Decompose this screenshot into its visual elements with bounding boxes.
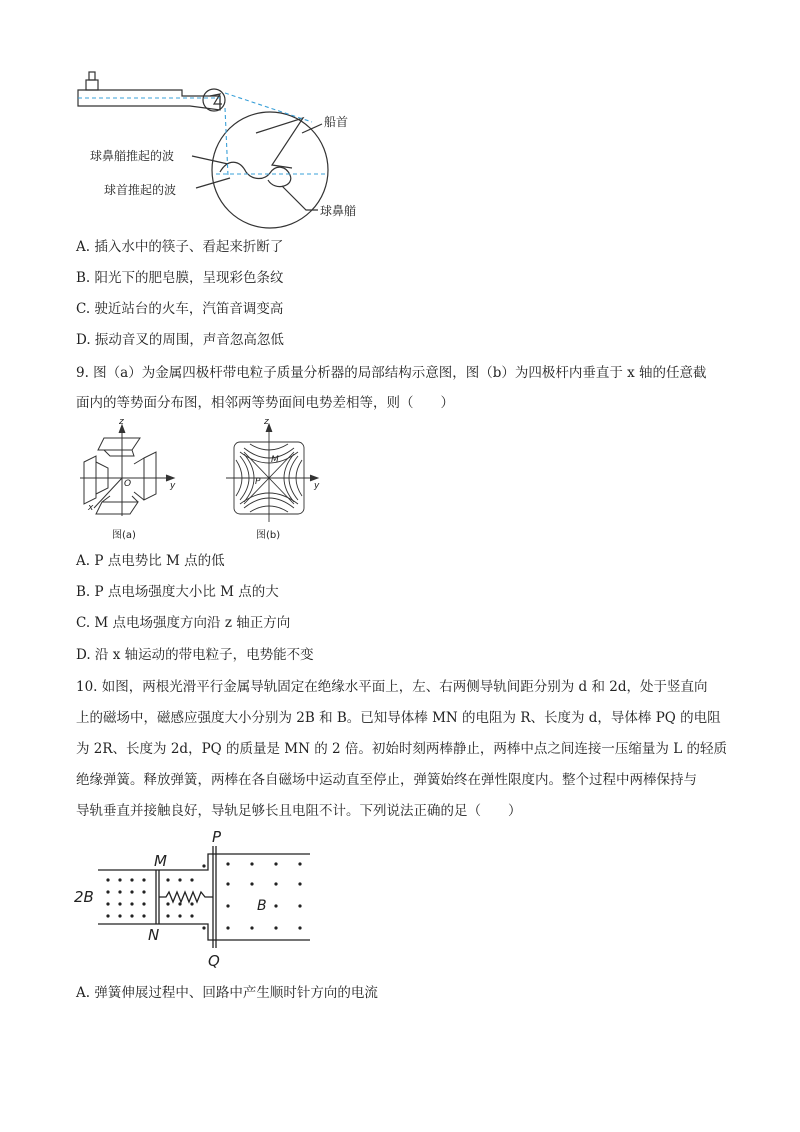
ship-diagram (70, 60, 370, 230)
figure-a (74, 416, 184, 544)
caption-b: 图(b) (256, 530, 281, 541)
q10-stem-line1: 10. 如图，两根光滑平行金属导轨固定在绝缘水平面上，左、右两侧导轨间距分别为 d 和 2d，处于竖直向 (76, 679, 708, 695)
q9-stem-line1: 9. 图（a）为金属四极杆带电粒子质量分析器的局部结构示意图，图（b）为四极杆内垂直于 x 轴的任意截 (76, 365, 707, 381)
rails-diagram (70, 826, 330, 976)
field-dots-right (226, 862, 301, 929)
fig-a-origin: O (124, 479, 132, 489)
fig-a-axis-y: y (170, 481, 176, 491)
figure-b (222, 416, 332, 544)
q8-option-a: A. 插入水中的筷子、看起来折断了 (76, 239, 284, 255)
label-p: P (212, 828, 222, 846)
q9-option-b: B. P 点电场强度大小比 M 点的大 (76, 584, 279, 600)
q9-option-a: A. P 点电势比 M 点的低 (76, 553, 225, 569)
label-bulb: 球鼻艏 (320, 204, 357, 218)
q8-option-b: B. 阳光下的肥皂膜，呈现彩色条纹 (76, 270, 284, 286)
label-bow: 船首 (324, 115, 349, 129)
q10-option-a: A. 弹簧伸展过程中、回路中产生顺时针方向的电流 (76, 985, 378, 1001)
fig-b-axis-z: z (264, 417, 269, 427)
label-bow-wave: 球首推起的波 (104, 183, 177, 197)
fig-b-point-m: M (271, 455, 279, 465)
quadrupole-rods-diagram (74, 416, 184, 544)
fig-b-axis-y: y (314, 481, 320, 491)
q9-stem-line2: 面内的等势面分布图，相邻两等势面间电势差相等，则（ ） (76, 395, 454, 411)
caption-a: 图(a) (112, 530, 136, 541)
label-bulb-wave: 球鼻艏推起的波 (90, 149, 175, 163)
fig-b-point-p: P (255, 477, 261, 487)
q10-stem-line4: 绝缘弹簧。释放弹簧，两棒在各自磁场中运动直至停止，弹簧始终在弹性限度内。整个过程中两棒保持与 (76, 772, 697, 788)
q9-option-d: D. 沿 x 轴运动的带电粒子，电势能不变 (76, 647, 314, 663)
label-b: B (257, 898, 267, 914)
q10-stem-line3: 为 2R、长度为 2d，PQ 的质量是 MN 的 2 倍。初始时刻两棒静止，两棒中点之间连接一压缩量为 L 的轻质 (76, 741, 727, 757)
label-n: N (148, 926, 160, 944)
label-q: Q (208, 952, 220, 970)
q9-option-c: C. M 点电场强度方向沿 z 轴正方向 (76, 615, 291, 631)
fig-a-axis-x: x (88, 503, 94, 513)
equipotential-diagram (222, 416, 332, 544)
rails-figure (70, 826, 330, 976)
ship-figure (70, 60, 370, 230)
label-m: M (154, 852, 167, 870)
fig-a-axis-z: z (119, 417, 124, 427)
q10-stem-line5: 导轨垂直并接触良好，导轨足够长且电阻不计。下列说法正确的足（ ） (76, 803, 522, 819)
q8-option-d: D. 振动音叉的周围，声音忽高忽低 (76, 332, 284, 348)
label-2b: 2B (74, 888, 94, 906)
q10-stem-line2: 上的磁场中，磁感应强度大小分别为 2B 和 B。已知导体棒 MN 的电阻为 R、长度为 d，导体棒 PQ 的电阻 (76, 710, 721, 726)
q8-option-c: C. 驶近站台的火车，汽笛音调变高 (76, 301, 284, 317)
